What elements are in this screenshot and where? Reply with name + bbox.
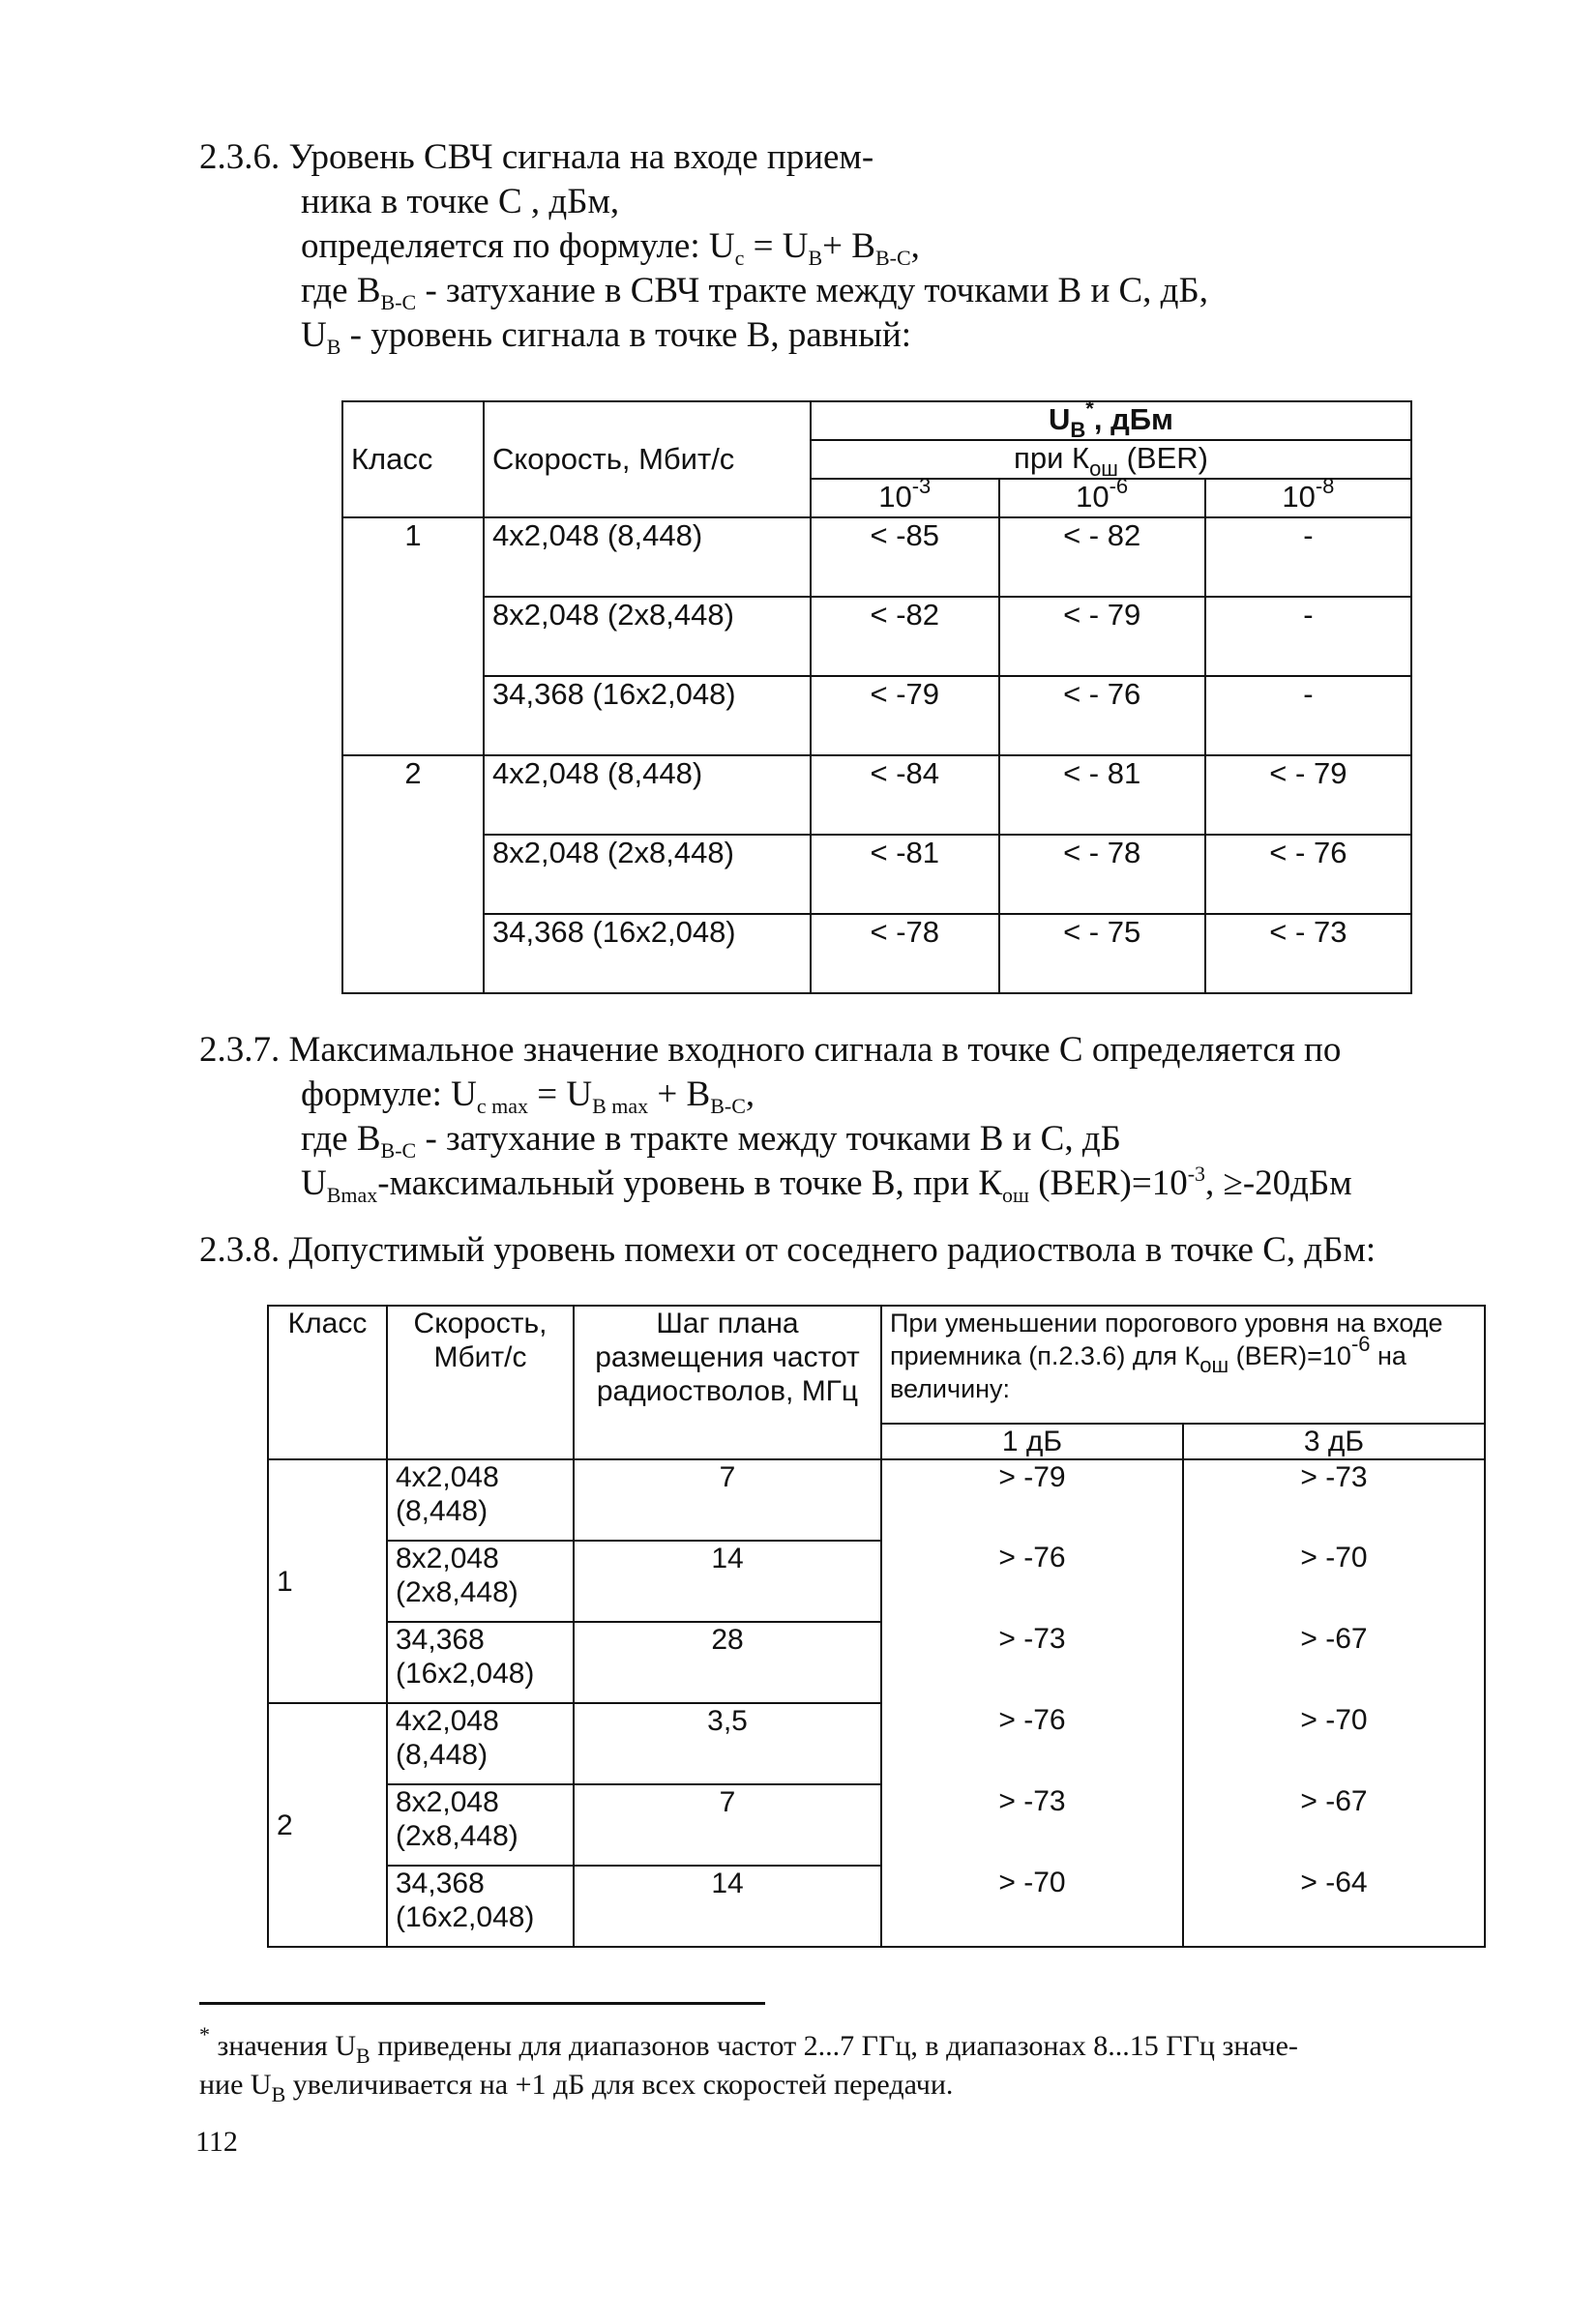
table-row [268, 1622, 1485, 1703]
t1-value: < - 76 [1205, 835, 1411, 914]
s237-formula: формуле: $U_{c max} = U_{B max} + B_{B-C}$, [301, 1074, 755, 1118]
t1-value: < - 78 [999, 835, 1205, 914]
t2-class-cell: 2 [268, 1703, 387, 1947]
t1-value: < - 75 [999, 914, 1205, 993]
table-row [342, 914, 1411, 993]
t2-value: > -73 [881, 1784, 1183, 1866]
t1-value: < - 79 [1205, 755, 1411, 835]
t1-speed: 4х2,048 (8,448) [484, 517, 811, 597]
table-row [342, 755, 1411, 835]
t2-header-note: При уменьшении порогового уровня на входе приемника (п.2.3.6) для $К_{ош}$ $(BER)=10^{-6}$ на величину: [881, 1306, 1485, 1424]
t1-value: < -79 [811, 676, 999, 755]
table-row [342, 835, 1411, 914]
t1-value: < -82 [811, 597, 999, 676]
footnote-divider [199, 2002, 765, 2005]
t2-step: 14 [574, 1866, 881, 1947]
s237-line-1: 2.3.7. Максимальное значение входного сигнала в точке С определяется по [199, 1030, 1342, 1070]
t2-speed: 8х2,048 (2х8,448) [387, 1784, 574, 1866]
s237-line-3: где $B_{B-C}$ - затухание в тракте между точками B и С, дБ [301, 1119, 1121, 1162]
t1-speed: 34,368 (16х2,048) [484, 914, 811, 993]
t2-speed: 8х2,048 (2х8,448) [387, 1541, 574, 1622]
t1-header-ber-1: $10^{-3}$ [811, 479, 999, 517]
t2-header-3db: 3 дБ [1183, 1424, 1485, 1459]
table-row [342, 676, 1411, 755]
s236-line-1: 2.3.6. Уровень СВЧ сигнала на входе прием- [199, 137, 874, 177]
s237-line-4: $U_{Bmax}$-максимальный уровень в точке B, при $К_{ош}$ $(BER)=10^{-3}$, ≥-20дБм [301, 1162, 1352, 1207]
t2-value: > -70 [1183, 1703, 1485, 1784]
t1-value: < - 76 [999, 676, 1205, 755]
t1-value: < - 79 [999, 597, 1205, 676]
s236-line-5: $U_B$ - уровень сигнала в точке B, равный: [301, 315, 912, 359]
table-row [268, 1703, 1485, 1784]
t1-value: < -84 [811, 755, 999, 835]
s236-line-4: где $B_{B-C}$ - затухание в СВЧ тракте между точками B и С, дБ, [301, 271, 1208, 314]
t1-speed: 8х2,048 (2х8,448) [484, 835, 811, 914]
s236-line-2: ника в точке С , дБм, [301, 182, 620, 221]
t2-step: 7 [574, 1459, 881, 1541]
table-row [342, 597, 1411, 676]
t2-value: > -67 [1183, 1784, 1485, 1866]
t2-speed: 4х2,048 (8,448) [387, 1703, 574, 1784]
t2-header-1db: 1 дБ [881, 1424, 1183, 1459]
t2-value: > -67 [1183, 1622, 1485, 1703]
t1-class-cell: 1 [342, 517, 484, 755]
t1-class-cell: 2 [342, 755, 484, 993]
t2-value: > -76 [881, 1541, 1183, 1622]
t1-value: < - 81 [999, 755, 1205, 835]
t1-header-speed: Скорость, Мбит/с [484, 401, 811, 517]
t2-step: 14 [574, 1541, 881, 1622]
table-row [268, 1866, 1485, 1947]
t1-header-kosh: при $К_{ош}$ (BER) [811, 440, 1411, 479]
t1-value: < - 73 [1205, 914, 1411, 993]
section-2-3-8 [199, 1228, 1376, 1273]
t2-header-step: Шаг плана размещения частот радиостволов, МГц [574, 1306, 881, 1459]
t1-header-ber-2: $10^{-6}$ [999, 479, 1205, 517]
table-row [268, 1784, 1485, 1866]
t1-speed: 8х2,048 (2х8,448) [484, 597, 811, 676]
t2-value: > -73 [1183, 1459, 1485, 1541]
footnote-line-2: ние $U_B$ увеличивается на +1 дБ для всех скоростей передачи. [199, 2069, 954, 2106]
t2-value: > -76 [881, 1703, 1183, 1784]
table-interference-level [267, 1305, 1486, 1948]
t2-step: 3,5 [574, 1703, 881, 1784]
t1-speed: 34,368 (16х2,048) [484, 676, 811, 755]
t1-value: - [1205, 676, 1411, 755]
t2-value: > -64 [1183, 1866, 1485, 1947]
t2-step: 7 [574, 1784, 881, 1866]
table-row [342, 517, 1411, 597]
table-row [268, 1541, 1485, 1622]
section-2-3-7 [199, 1028, 1352, 1206]
t2-step: 28 [574, 1622, 881, 1703]
t1-value: < -81 [811, 835, 999, 914]
t2-value: > -73 [881, 1622, 1183, 1703]
t2-value: > -79 [881, 1459, 1183, 1541]
t1-header-class: Класс [342, 401, 484, 517]
table-row [268, 1459, 1485, 1541]
t1-value: - [1205, 597, 1411, 676]
page-number: 112 [195, 2126, 238, 2158]
s236-formula: определяется по формуле: $U_c = U_B+ B_{B-C}$, [301, 226, 920, 270]
s238-line-1: 2.3.8. Допустимый уровень помехи от соседнего радиоствола в точке С, дБм: [199, 1230, 1377, 1270]
t2-speed: 34,368 (16х2,048) [387, 1866, 574, 1947]
t2-speed: 34,368 (16х2,048) [387, 1622, 574, 1703]
t2-header-speed: Скорость, Мбит/с [387, 1306, 574, 1459]
footnote-line-1: * значения $U_B$ приведены для диапазонов частот 2...7 ГГц, в диапазонах 8...15 ГГц значе- [199, 2022, 1298, 2068]
table-receiver-level [341, 397, 1412, 994]
t1-value: < - 82 [999, 517, 1205, 597]
t2-header-class: Класс [268, 1306, 387, 1459]
t2-class-cell: 1 [268, 1459, 387, 1703]
section-2-3-6 [199, 135, 1208, 358]
t2-value: > -70 [881, 1866, 1183, 1947]
t1-header-ber-3: $10^{-8}$ [1205, 479, 1411, 517]
t1-value: < -78 [811, 914, 999, 993]
t1-value: < -85 [811, 517, 999, 597]
footnote [199, 2022, 1554, 2106]
t1-value: - [1205, 517, 1411, 597]
t2-speed: 4х2,048 (8,448) [387, 1459, 574, 1541]
t1-header-ub: $U_B^*$, дБм [811, 401, 1411, 440]
t2-value: > -70 [1183, 1541, 1485, 1622]
t1-speed: 4х2,048 (8,448) [484, 755, 811, 835]
